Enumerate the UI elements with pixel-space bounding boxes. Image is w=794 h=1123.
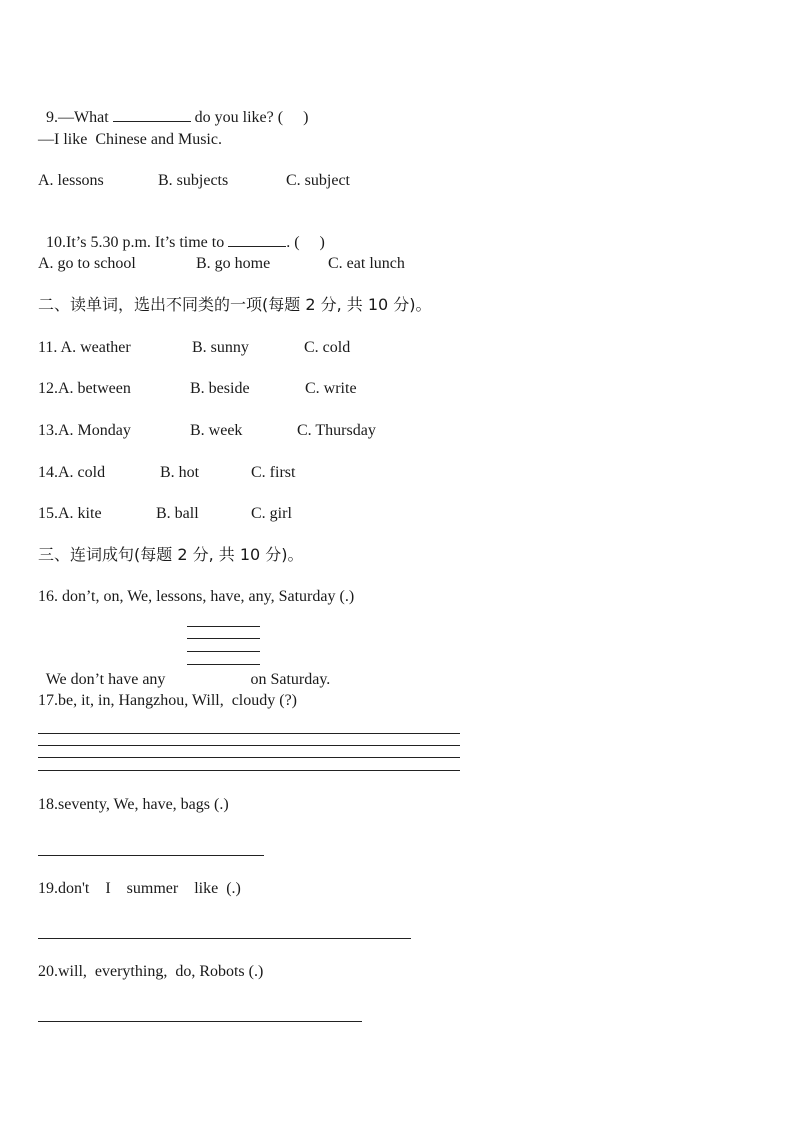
q19-answer-line[interactable]: [38, 938, 411, 939]
q13-option-b: B. week: [190, 422, 243, 439]
q13-option-c: C. Thursday: [297, 422, 376, 439]
q11-option-c: C. cold: [304, 339, 351, 356]
q17-answer-line[interactable]: [38, 757, 460, 758]
q9-stem-before: 9.—What: [46, 109, 113, 126]
q10-stem-after: . ( ): [286, 234, 325, 251]
q11-option-b: B. sunny: [192, 339, 249, 356]
q15-option-c: C. girl: [251, 505, 292, 522]
q17-answer-line[interactable]: [38, 733, 460, 734]
q10-option-b: B. go home: [196, 255, 271, 272]
q17-answer-line[interactable]: [38, 770, 460, 771]
q20-prompt: 20.will, everything, do, Robots (.): [38, 963, 264, 980]
q12-option-b: B. beside: [190, 380, 250, 397]
q9-option-c: C. subject: [286, 172, 350, 189]
q16-prompt: 16. don’t, on, We, lessons, have, any, Saturday (.): [38, 588, 355, 605]
q18-answer-line[interactable]: [38, 855, 264, 856]
q20-answer-line[interactable]: [38, 1021, 362, 1022]
q15-option-a: 15.A. kite: [38, 505, 102, 522]
section3-heading: 三、连词成句(每题 2 分, 共 10 分)。: [38, 545, 304, 564]
q9-stem: [38, 88, 308, 128]
q9-option-b: B. subjects: [158, 172, 229, 189]
q18-prompt: 18.seventy, We, have, bags (.): [38, 796, 229, 813]
q11-option-a: 11. A. weather: [38, 339, 131, 356]
q17-answer-line[interactable]: [38, 745, 460, 746]
q10-stem: [38, 213, 325, 253]
q10-option-a: A. go to school: [38, 255, 136, 272]
q16-answer-line: [187, 638, 260, 639]
q14-option-c: C. first: [251, 464, 296, 481]
q19-prompt: 19.don't I summer like (.): [38, 880, 241, 897]
q16-answer-after: on Saturday.: [246, 671, 331, 688]
q15-option-b: B. ball: [156, 505, 199, 522]
q14-option-a: 14.A. cold: [38, 464, 106, 481]
q16-answer-before: We don’t have any: [45, 671, 170, 688]
q9-blank[interactable]: [113, 121, 191, 122]
q10-option-c: C. eat lunch: [328, 255, 405, 272]
q17-prompt: 17.be, it, in, Hangzhou, Will, cloudy (?): [38, 692, 298, 709]
q9-stem-after: do you like? ( ): [190, 109, 309, 126]
q10-blank[interactable]: [228, 246, 286, 247]
q9-reply: —I like Chinese and Music.: [38, 131, 222, 148]
section2-heading: 二、读单词，选出不同类的一项(每题 2 分, 共 10 分)。: [38, 295, 432, 314]
q16-answer-line: [187, 626, 260, 627]
q9-option-a: A. lessons: [38, 172, 104, 189]
q13-option-a: 13.A. Monday: [38, 422, 131, 439]
q10-stem-before: 10.It’s 5.30 p.m. It’s time to: [46, 234, 229, 251]
q16-answer: [38, 650, 330, 690]
q12-option-a: 12.A. between: [38, 380, 131, 397]
q14-option-b: B. hot: [160, 464, 200, 481]
q12-option-c: C. write: [305, 380, 357, 397]
